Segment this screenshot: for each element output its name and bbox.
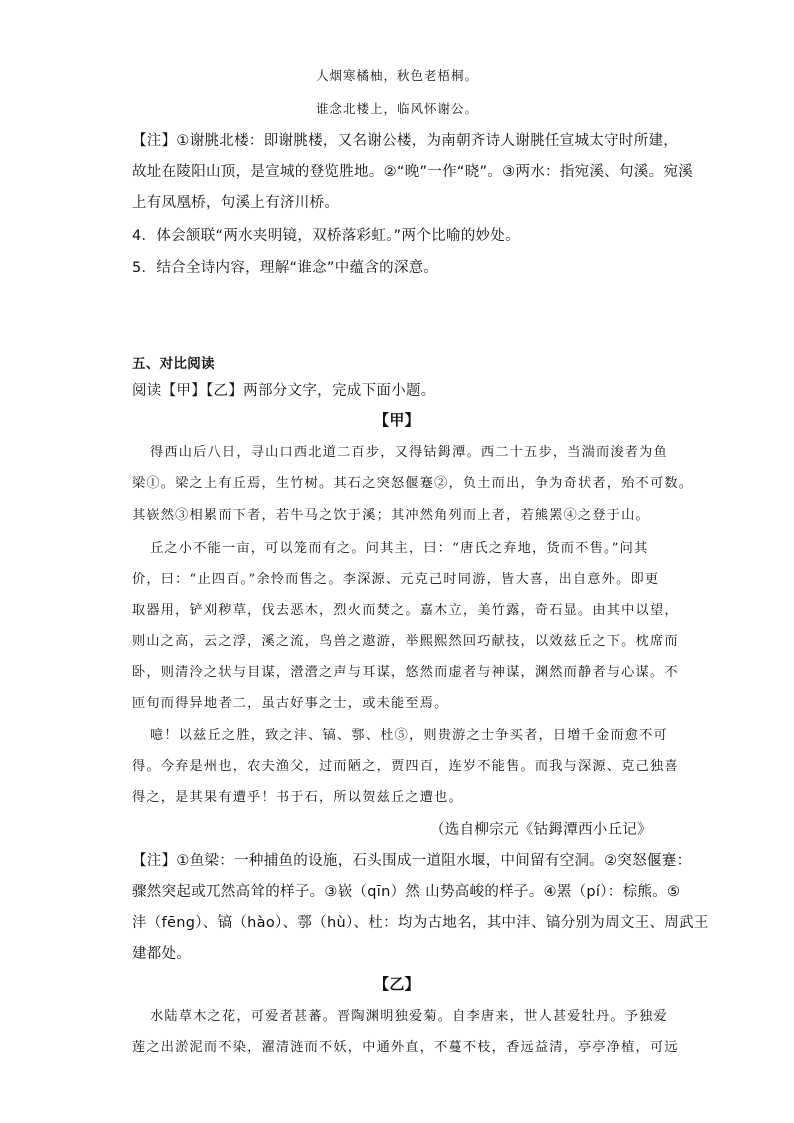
section-instruction: 阅读【甲】【乙】两部分文字，完成下面小题。 bbox=[132, 383, 436, 399]
note-line: 建都处。 bbox=[132, 946, 192, 962]
passage-line: 丘之小不能一亩，可以笼而有之。问其主，曰：“唐氏之弃地，货而不售。”问其 bbox=[150, 541, 649, 556]
heading-yi: 【乙】 bbox=[374, 975, 420, 993]
poem-line: 谁念北楼上，临风怀谢公。 bbox=[315, 101, 478, 116]
question-4: 4．体会颔联“两水夹明镜，双桥落彩虹。”两个比喻的妙处。 bbox=[132, 228, 520, 244]
note-line: 故址在陵阳山顶，是宣城的登览胜地。②“晚”一作“晓”。③两水：指宛溪、句溪。宛溪 bbox=[132, 164, 694, 180]
poem-line: 人烟寒橘柚，秋色老梧桐。 bbox=[315, 68, 478, 83]
passage-line: 莲之出淤泥而不染，濯清涟而不妖，中通外直，不蔓不枝，香远益清，亭亭净植，可远 bbox=[132, 1040, 679, 1055]
note-line: 【注】①鱼梁：一种捕鱼的设施，石头围成一道阻水堰，中间留有空洞。②突怒偃蹇： bbox=[132, 853, 692, 869]
passage-line: 则山之高，云之浮，溪之流，鸟兽之遨游，举熙熙然回巧献技，以效兹丘之下。枕席而 bbox=[132, 634, 679, 649]
passage-line: 匝旬而得异地者二，虽古好事之士，或未能至焉。 bbox=[132, 696, 449, 711]
passage-line: 卧，则清泠之状与目谋，瀯瀯之声与耳谋，悠然而虚者与神谋，渊然而静者与心谋。不 bbox=[132, 665, 679, 680]
passage-line: 价，曰：“止四百。”余怜而售之。李深源、元克己时同游，皆大喜，出自意外。即更 bbox=[132, 572, 660, 587]
question-5: 5．结合全诗内容，理解“谁念”中蕴含的深意。 bbox=[132, 260, 439, 276]
note-line: 骤然突起或兀然高耸的样子。③嵚（qīn）然 山势高峻的样子。④罴（pí）：棕熊。⑤ bbox=[132, 884, 681, 900]
passage-line: 得西山后八日，寻山口西北道二百步，又得钴鉧潭。西二十五步，当湍而浚者为鱼 bbox=[150, 445, 668, 460]
passage-line: 水陆草木之花，可爱者甚蕃。晋陶渊明独爱菊。自李唐来，世人甚爱牡丹。予独爱 bbox=[150, 1009, 668, 1024]
passage-line: 梁①。梁之上有丘焉，生竹树。其石之突怒偃蹇②，负土而出，争为奇状者，殆不可数。 bbox=[132, 476, 694, 491]
source-citation: （选自柳宗元《钴鉧潭西小丘记》 bbox=[430, 822, 652, 838]
passage-line: 得。今弃是州也，农夫渔父，过而陋之，贾四百，连岁不能售。而我与深源、克己独喜 bbox=[132, 759, 679, 774]
heading-jia: 【甲】 bbox=[374, 411, 420, 429]
note-line: 沣（fēng）、镐（hào）、鄠（hù）、杜：均为古地名，其中沣、镐分别为周文王、周武王 bbox=[132, 915, 709, 931]
note-line: 【注】①谢朓北楼：即谢朓楼，又名谢公楼，为南朝齐诗人谢朓任宣城太守时所建， bbox=[132, 133, 679, 149]
passage-line: 取器用，铲刈秽草，伐去恶木，烈火而焚之。嘉木立，美竹露，奇石显。由其中以望， bbox=[132, 603, 679, 618]
section-title: 五、对比阅读 bbox=[132, 356, 215, 372]
note-line: 上有凤凰桥，句溪上有济川桥。 bbox=[132, 195, 340, 211]
passage-line: 得之，是其果有遭乎！书于石，所以贺兹丘之遭也。 bbox=[132, 790, 463, 805]
passage-line: 噫！以兹丘之胜，致之沣、镐、鄠、杜⑤，则贵游之士争买者，日增千金而愈不可 bbox=[150, 728, 668, 743]
passage-line: 其嵚然③相累而下者，若牛马之饮于溪；其冲然角列而上者，若熊罴④之登于山。 bbox=[132, 508, 650, 523]
